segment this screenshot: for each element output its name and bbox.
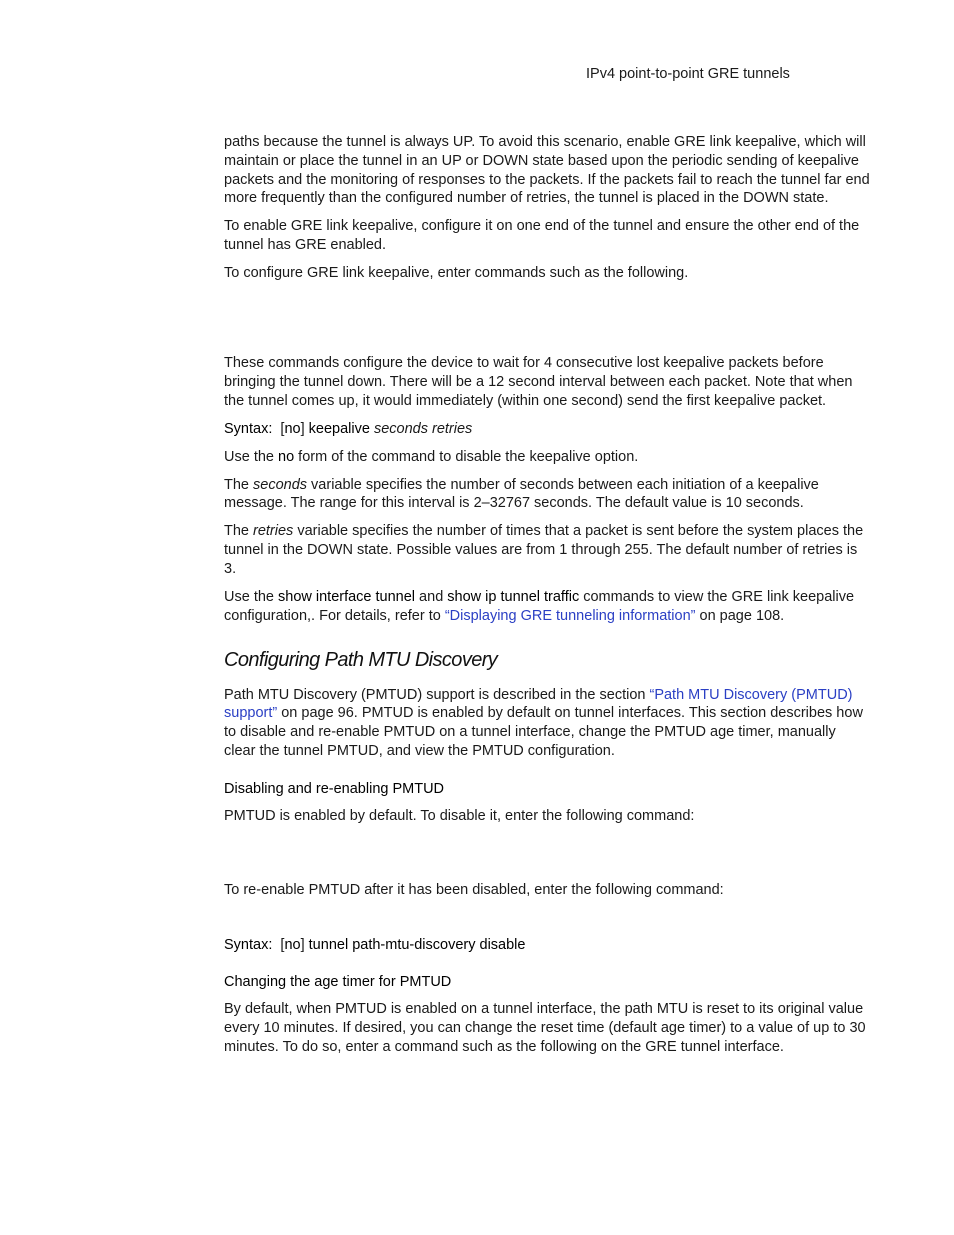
subheading-age-timer: Changing the age timer for PMTUD [224,974,452,991]
syntax-keepalive [224,420,870,439]
keyword-no: no [278,448,295,465]
paragraph-retries-variable [224,522,870,578]
text-run: variable specifies the number of seconds between each initiation of a keepalive message. The range for this interval is 2–32767 seconds. The default value is 10 seconds. [224,476,819,512]
text-run: The [224,476,254,493]
link-displaying-gre-tunneling-information[interactable]: “Displaying GRE tunneling information” [444,607,696,624]
code-example-placeholder [224,835,870,881]
section-title: Configuring Path MTU Discovery [224,648,498,671]
syntax-bracket-open: [ [280,420,285,437]
syntax-tunnel-pmtud [224,936,870,955]
variable-seconds: seconds [253,476,308,493]
variable-retries: retries [253,523,294,540]
code-example-placeholder [224,292,870,354]
syntax-command: keepalive [308,420,370,437]
syntax-bracket-open: [ [280,936,285,953]
syntax-arguments: seconds retries [373,420,473,437]
text-run: commands to view the GRE link keepalive configuration,. For details, refer to [224,589,855,624]
paragraph-keepalive-intro: paths because the tunnel is always UP. To avoid this scenario, enable GRE link keepalive, which will maintain or place the tunnel in an UP or DOWN state based upon the periodic sending of keepalive packets and the monitoring of responses to the packets. If the packets fail to reach the tunnel far end more frequently than the configured number of retries, the tunnel is placed in the DOWN state. [224,134,870,207]
paragraph-disable-pmtud: PMTUD is enabled by default. To disable it, enter the following command: [224,807,695,824]
text-run: on page 96. PMTUD is enabled by default on tunnel interfaces. This section describes how to disable and re-enable PMTUD on a tunnel interface, change the PMTUD age timer, manually clear the tunnel PMTUD, and view the PMTUD configuration. [224,705,863,760]
page-body [224,133,870,1066]
syntax-label: Syntax: [224,936,273,953]
syntax-no-keyword: no [284,936,301,953]
syntax-bracket-close: ] [300,936,305,953]
text-run: Use the [224,589,278,606]
paragraph-pmtud-intro [224,686,870,761]
syntax-bracket-close: ] [300,420,305,437]
code-example-placeholder [224,909,870,936]
text-run: form of the command to disable the keepalive option. [294,448,639,465]
text-run: and [415,589,448,606]
text-run: on page 108. [695,607,785,624]
text-run: variable specifies the number of times that a packet is sent before the system places the tunnel in the DOWN state. Possible values are from 1 through 255. The default number of retries is 3. [224,523,864,578]
paragraph-no-form [224,448,870,467]
paragraph-age-timer: By default, when PMTUD is enabled on a tunnel interface, the path MTU is reset to its original value every 10 minutes. If desired, you can change the reset time (default age timer) to a value of up to 30 minutes. To do so, enter a command such as the following on the GRE tunnel interface. [224,1001,866,1055]
syntax-label: Syntax: [224,420,273,437]
paragraph-reenable-pmtud: To re-enable PMTUD after it has been disabled, enter the following command: [224,881,724,898]
paragraph-show-commands [224,588,870,626]
keyword-show-interface-tunnel: show interface tunnel [278,589,416,606]
text-run: Use the [224,448,278,465]
link-path-mtu-discovery-support[interactable]: “Path MTU Discovery (PMTUD) support” [224,686,853,722]
syntax-command: tunnel path-mtu-discovery disable [308,936,526,953]
subheading-disabling-pmtud: Disabling and re-enabling PMTUD [224,780,445,797]
paragraph-enable-keepalive: To enable GRE link keepalive, configure it on one end of the tunnel and ensure the other end of the tunnel has GRE enabled. [224,218,860,254]
syntax-no-keyword: no [284,420,301,437]
paragraph-configure-keepalive: To configure GRE link keepalive, enter commands such as the following. [224,265,689,282]
paragraph-seconds-variable [224,476,870,514]
text-run: Path MTU Discovery (PMTUD) support is described in the section [224,686,650,703]
keyword-show-ip-tunnel-traffic: show ip tunnel traffic [447,589,580,606]
text-run: The [224,523,254,540]
paragraph-keepalive-explanation: These commands configure the device to wait for 4 consecutive lost keepalive packets before bringing the tunnel down. There will be a 12 second interval between each packet. Note that when the tunnel comes up, it would immediately (within one second) send the first keepalive packet. [224,355,853,409]
running-header: IPv4 point-to-point GRE tunnels [586,66,790,82]
